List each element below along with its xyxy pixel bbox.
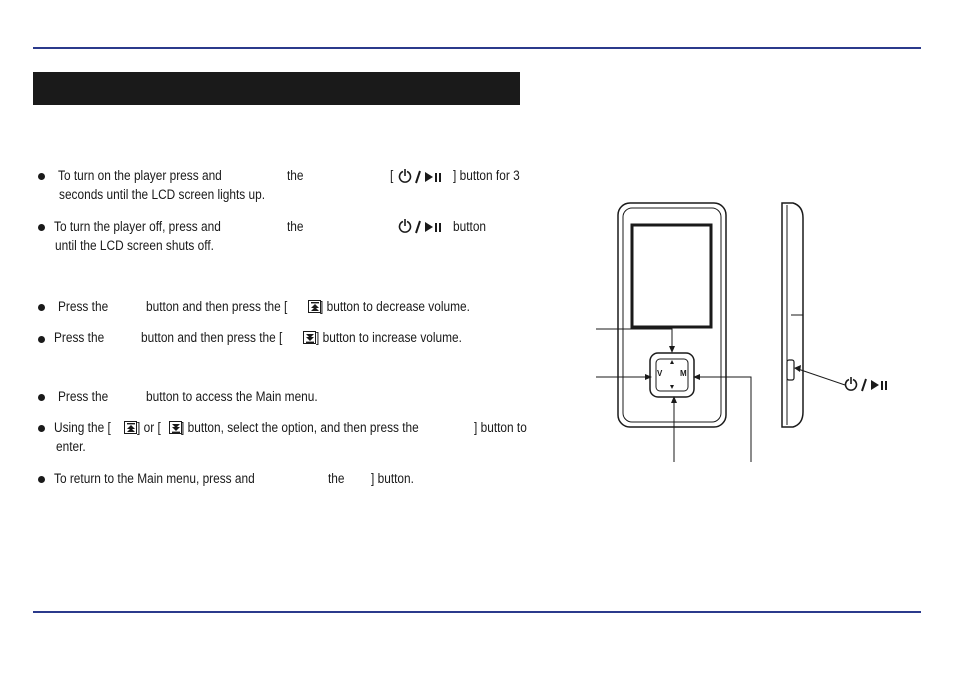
player-front-inner xyxy=(623,208,721,422)
power-off-text-line2: until the LCD screen shuts off. xyxy=(55,238,214,253)
volume-down-text-c: ] button to decrease volume. xyxy=(320,299,470,314)
power-on-text-line2: seconds until the LCD screen lights up. xyxy=(59,187,266,202)
select-text-a: Using the [ xyxy=(54,420,111,435)
power-off-text-b: the xyxy=(287,219,304,234)
power-off-text-c: button xyxy=(453,219,487,234)
power-on-text-a: To turn on the player press and xyxy=(58,168,222,183)
select-text-b: ] or [ xyxy=(137,420,161,435)
return-text-b: the xyxy=(328,471,345,486)
volume-up-text-b: button and then press the [ xyxy=(141,330,283,345)
volume-up-text-c: ] button to increase volume. xyxy=(316,330,462,345)
power-on-text-d: ] button for 3 xyxy=(453,168,520,183)
select-text-line2: enter. xyxy=(56,439,86,454)
lcd-screen xyxy=(632,225,711,327)
volume-up-text-a: Press the xyxy=(54,330,105,345)
arrow-up-pointer xyxy=(596,329,672,349)
power-on-text-c: [ xyxy=(390,168,394,183)
power-on-text-b: the xyxy=(287,168,304,183)
arrow-power-pointer xyxy=(798,369,845,385)
dpad-m-label: M xyxy=(680,369,687,378)
bottom-rule xyxy=(33,611,921,613)
power-off-text-a: To turn the player off, press and xyxy=(54,219,221,234)
arrow-up-head xyxy=(669,346,675,353)
side-power-button xyxy=(787,360,794,380)
return-text-c: ] button. xyxy=(371,471,414,486)
arrow-m-pointer xyxy=(697,377,751,462)
dpad-up-icon xyxy=(670,360,674,364)
select-text-d: ] button to xyxy=(474,420,527,435)
dpad-down-icon xyxy=(670,385,674,389)
arrow-power-head xyxy=(794,365,801,372)
arrow-v-head xyxy=(645,374,652,380)
select-text-c: ] button, select the option, and then press the xyxy=(181,420,419,435)
main-menu-text-a: Press the xyxy=(58,389,109,404)
dpad-v-label: V xyxy=(657,369,663,378)
volume-down-text-b: button and then press the [ xyxy=(146,299,288,314)
power-play-pause-icon xyxy=(846,377,888,391)
main-menu-text-b: button to access the Main menu. xyxy=(146,389,318,404)
volume-down-text-a: Press the xyxy=(58,299,109,314)
return-text-a: To return to the Main menu, press and xyxy=(54,471,255,486)
